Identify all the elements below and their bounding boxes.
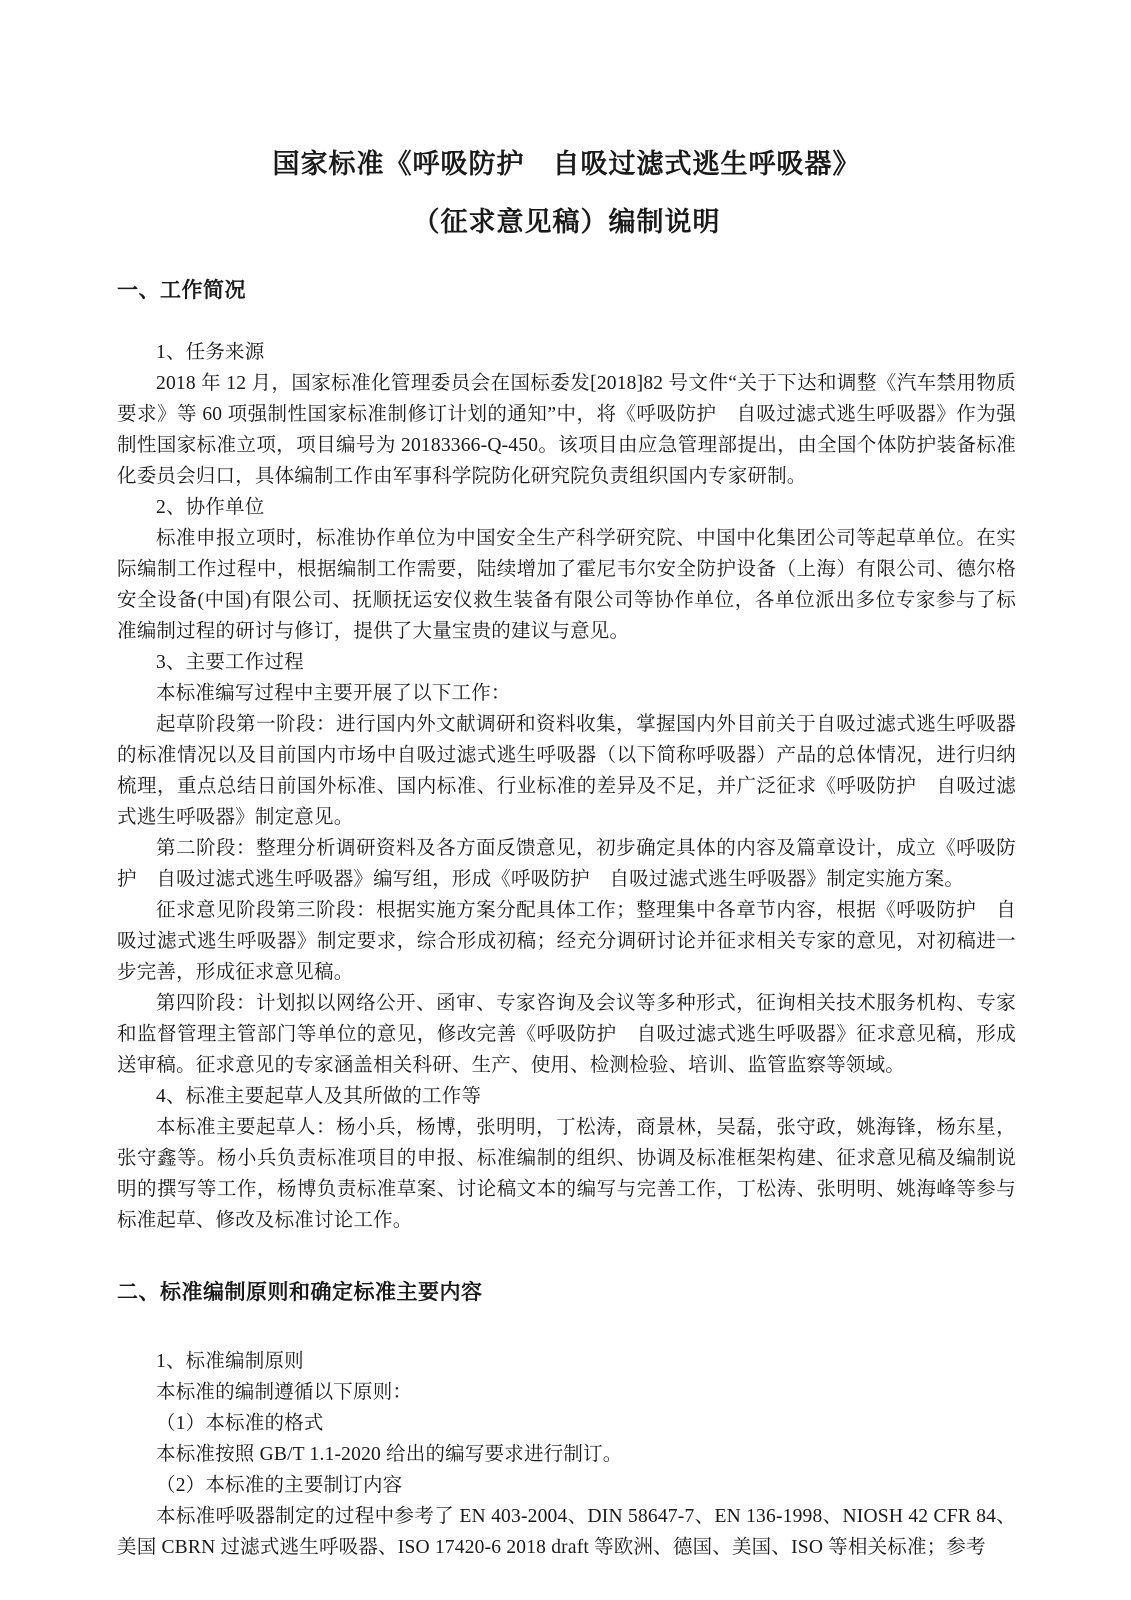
paragraph-principles-intro: 本标准的编制遵循以下原则： [156,1382,413,1403]
paragraph-stage-4: 第四阶段：计划拟以网络公开、函审、专家咨询及会议等多种形式，征询相关技术服务机构、专家和监督管理主管部门等单位的意见，修改完善《呼吸防护 自吸过滤式逃生呼吸器》征求意见稿，形成送审稿。征求意见的专家涵盖相关科研、生产、使用、检测检验、培训、监管监察等领域。 [117,993,1016,1076]
paragraph-cooperating-units: 标准申报立项时，标准协作单位为中国安全生产科学研究院、中国中化集团公司等起草单位。在实际编制工作过程中，根据编制工作需要，陆续增加了霍尼韦尔安全防护设备（上海）有限公司、德尔格安全设备(中国)有限公司、抚顺抚运安仪救生装备有限公司等协作单位，各单位派出多位专家参与了标准编制过程的研讨与修订，提供了大量宝贵的建议与意见。 [117,528,1016,642]
subheading-task-source: 1、任务来源 [156,342,265,363]
subheading-drafters: 4、标准主要起草人及其所做的工作等 [156,1086,482,1107]
subheading-main-content: （2）本标准的主要制订内容 [156,1475,403,1496]
paragraph-stage-3: 征求意见阶段第三阶段：根据实施方案分配具体工作；整理集中各章节内容，根据《呼吸防护 自吸过滤式逃生呼吸器》制定要求，综合形成初稿；经充分调研讨论并征求相关专家的意见，对初稿进一步完善，形成征求意见稿。 [117,900,1016,983]
section-2-heading: 二、标准编制原则和确定标准主要内容 [117,1281,483,1304]
subheading-main-work-process: 3、主要工作过程 [156,652,304,673]
doc-title-line2: （征求意见稿）编制说明 [412,207,721,237]
paragraph-stage-2: 第二阶段：整理分析调研资料及各方面反馈意见，初步确定具体的内容及篇章设计，成立《呼吸防护 自吸过滤式逃生呼吸器》编写组，形成《呼吸防护 自吸过滤式逃生呼吸器》制定实施方案。 [117,838,1016,890]
paragraph-referenced-standards: 本标准呼吸器制定的过程中参考了 EN 403-2004、DIN 58647-7、EN 136-1998、NIOSH 42 CFR 84、美国 CBRN 过滤式逃生呼吸器、ISO 17420-6 2018 draft 等欧洲、德国、美国、ISO 等相关标准；参考 [117,1506,1016,1558]
doc-title-line1: 国家标准《呼吸防护 自吸过滤式逃生呼吸器》 [272,149,861,179]
paragraph-drafters: 本标准主要起草人：杨小兵，杨博，张明明，丁松涛，商景林，吴磊，张守政，姚海锋，杨东星，张守鑫等。杨小兵负责标准项目的申报、标准编制的组织、协调及标准框架构建、征求意见稿及编制说明的撰写等工作，杨博负责标准草案、讨论稿文本的编写与完善工作，丁松涛、张明明、姚海峰等参与标准起草、修改及标准讨论工作。 [117,1117,1016,1231]
section-1-heading: 一、工作简况 [117,279,246,302]
subheading-compilation-principles: 1、标准编制原则 [156,1351,304,1372]
subheading-cooperating-units: 2、协作单位 [156,497,265,518]
paragraph-task-source: 2018 年 12 月，国家标准化管理委员会在国标委发[2018]82 号文件“关于下达和调整《汽车禁用物质要求》等 60 项强制性国家标准制修订计划的通知”中，将《呼吸防护 自吸过滤式逃生呼吸器》作为强制性国家标准立项，项目编号为 20183366-Q-450。该项目由应急管理部提出，由全国个体防护装备标准化委员会归口，具体编制工作由军事科学院防化研究院负责组织国内专家研制。 [117,373,1016,487]
subheading-standard-format: （1）本标准的格式 [156,1413,324,1434]
paragraph-stage-1: 起草阶段第一阶段：进行国内外文献调研和资料收集，掌握国内外目前关于自吸过滤式逃生呼吸器的标准情况以及目前国内市场中自吸过滤式逃生呼吸器（以下简称呼吸器）产品的总体情况，进行归纳梳理，重点总结日前国外标准、国内标准、行业标准的差异及不足，并广泛征求《呼吸防护 自吸过滤式逃生呼吸器》制定意见。 [117,714,1016,828]
paragraph-standard-format: 本标准按照 GB/T 1.1-2020 给出的编写要求进行制订。 [156,1444,623,1465]
paragraph-work-intro: 本标准编写过程中主要开展了以下工作： [156,683,511,704]
